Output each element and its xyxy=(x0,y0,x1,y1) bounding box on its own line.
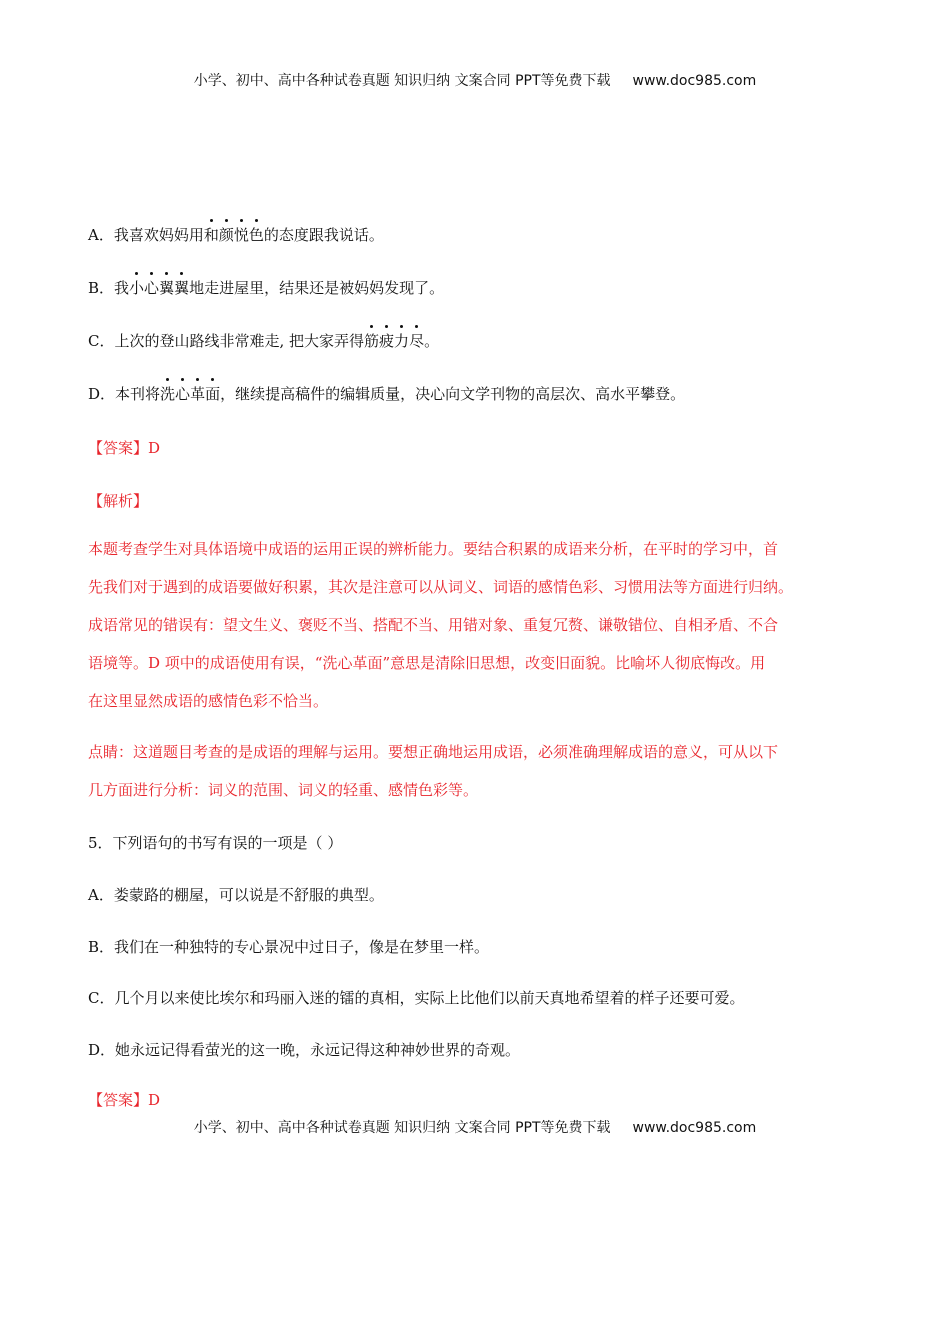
q5-option-d: D．她永远记得看萤光的这一晚，永远记得这种神妙世界的奇观。 xyxy=(88,1041,521,1059)
q5-stem: 5．下列语句的书写有误的一项是（ ） xyxy=(88,834,343,852)
q5-option-b: B．我们在一种独特的专心景况中过日子，像是在梦里一样。 xyxy=(88,938,490,956)
q5-option-c: C．几个月以来使比埃尔和玛丽入迷的镭的真相，实际上比他们以前天真地希望着的样子还要可爱。 xyxy=(88,989,745,1007)
q4-option-b: B．我小心翼翼地走进屋里，结果还是被妈妈发现了。 xyxy=(88,279,445,297)
q4-option-a: A．我喜欢妈妈用和颜悦色的态度跟我说话。 xyxy=(88,226,384,244)
page-header xyxy=(0,70,950,90)
header-text: 小学、初中、高中各种试卷真题 知识归纳 文案合同 PPT等免费下载 xyxy=(193,73,611,89)
q4-tip: 点睛：这道题目考查的是成语的理解与运用。要想正确地运用成语，必须准确理解成语的意义，可从以下 几方面进行分析：词义的范围、词义的轻重、感情色彩等。 xyxy=(88,743,779,799)
q4-analysis-title: 【解析】 xyxy=(88,492,149,510)
q4-option-d: D．本刊将洗心革面，继续提高稿件的编辑质量，决心向文学刊物的高层次、高水平攀登。 xyxy=(88,385,686,403)
q5-option-a: A．娄蒙路的棚屋，可以说是不舒服的典型。 xyxy=(88,886,384,904)
header-url[interactable]: www.doc985.com xyxy=(632,73,757,89)
q4-analysis-body: 本题考查学生对具体语境中成语的运用正误的辨析能力。要结合积累的成语来分析，在平时的学习中，首 先我们对于遇到的成语要做好积累，其次是注意可以从词义、词语的感情色彩、习惯用法等方面进行归纳。 成语常见的错误有：望文生义、褒贬不当、搭配不当、用错对象、重复冗赘、谦敬错位、自相矛盾、不合 语境等。D 项中的成语使用有误，“洗心革面”意思是清除旧思想，改变旧面貌。比喻坏人彻底悔改。用 在这里显然成语的感情色彩不恰当。 xyxy=(88,540,794,710)
footer-text: 小学、初中、高中各种试卷真题 知识归纳 文案合同 PPT等免费下载 xyxy=(193,1120,611,1136)
page-footer xyxy=(0,1117,950,1137)
q4-answer: 【答案】D xyxy=(88,439,161,457)
footer-url[interactable]: www.doc985.com xyxy=(632,1120,757,1136)
q4-option-c: C．上次的登山路线非常难走, 把大家弄得筋疲力尽。 xyxy=(88,332,440,350)
q5-answer: 【答案】D xyxy=(88,1091,161,1109)
